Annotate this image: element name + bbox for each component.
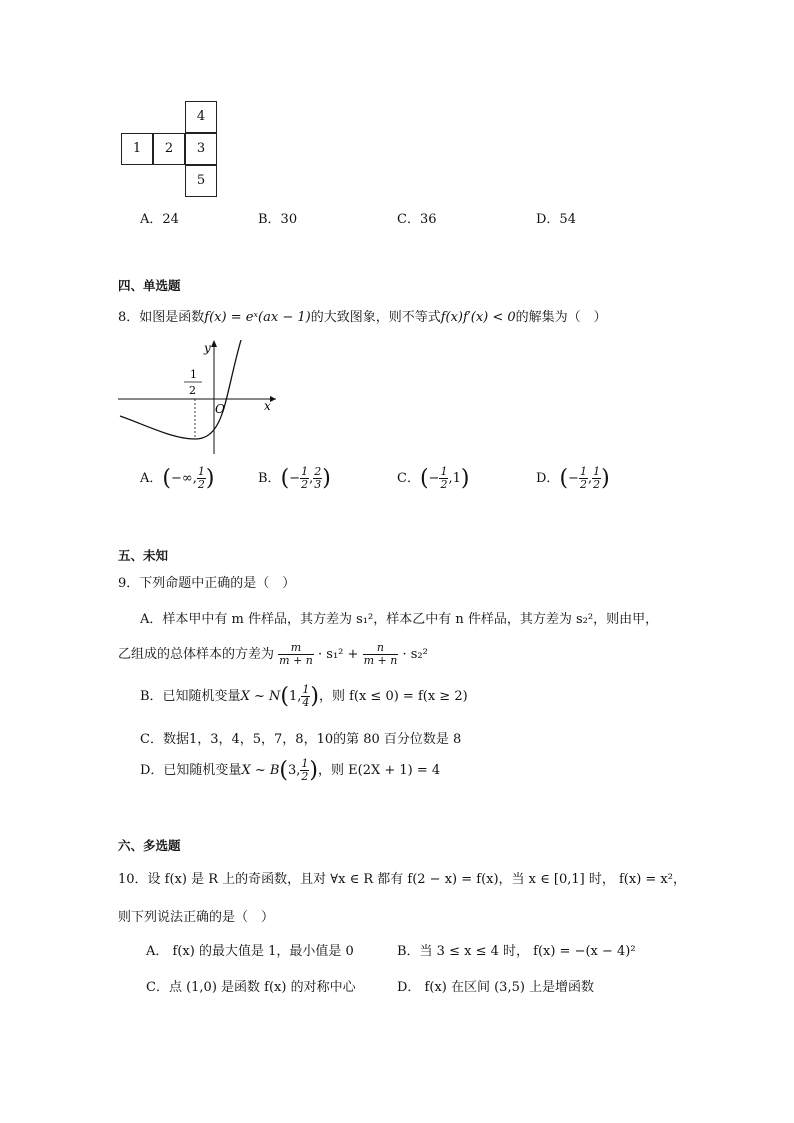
option-a-line1: A．样本甲中有 m 件样品，其方差为 s₁²，样本乙中有 n 件样品，其方差为 s₂²，则由甲，	[140, 612, 659, 627]
option-d: D．已知随机变量X ~ B(3, $\frac{1}{2}$ )，则 E(2X + 1) = 4	[140, 757, 441, 783]
stem-mid: 的大致图象，则不等式	[310, 310, 441, 325]
question-stem: 9．下列命题中正确的是（ ）	[118, 576, 296, 591]
option-a: A． f(x) 的最大值是 1，最小值是 0	[146, 944, 354, 959]
curve	[120, 340, 241, 439]
x-arrow-icon	[270, 396, 276, 402]
stem-func: f(x) = eˣ(ax − 1)	[204, 310, 311, 325]
option-a: A．24	[140, 212, 179, 227]
option-a-line2: 乙组成的总体样本的方差为 $\frac{m}{m + n}$ · s₁² + $\frac{n}{m + n}$ · s₂²	[118, 641, 428, 667]
option-b: B．当 3 ≤ x ≤ 4 时， f(x) = −(x − 4)²	[397, 944, 636, 959]
function-graph	[118, 336, 283, 456]
question-stem-line1: 10．设 f(x) 是 R 上的奇函数，且对 ∀x ∈ R 都有 f(2 − x) = f(x)，当 x ∈ [0,1] 时， f(x) = x²，	[118, 872, 686, 887]
grid-cell: 1	[121, 133, 153, 165]
question-stem-line2: 则下列说法正确的是（ ）	[118, 910, 275, 925]
y-label: y	[204, 341, 211, 355]
option-a: A．(−∞, $\frac{1}{2}$ )	[140, 465, 215, 491]
option-c: C．点 (1,0) 是函数 f(x) 的对称中心	[146, 980, 356, 995]
stem-prefix: 8．如图是函数	[118, 310, 205, 325]
option-d: D． f(x) 在区间 (3,5) 上是增函数	[397, 980, 595, 995]
stem-suffix: 的解集为（ ）	[515, 310, 607, 325]
y-arrow-icon	[211, 340, 217, 347]
origin-label: O	[215, 402, 225, 416]
section-heading: 五、未知	[118, 548, 169, 563]
question-stem	[118, 306, 607, 325]
option-b: B．(− $\frac{1}{2}$ , $\frac{2}{3}$ )	[258, 465, 331, 491]
tick-den: 2	[189, 384, 196, 397]
option-c: C．36	[397, 212, 437, 227]
grid-cell: 2	[153, 133, 185, 165]
tick-num: 1	[190, 368, 197, 381]
grid-cell: 5	[185, 165, 217, 197]
option-b: B．30	[258, 212, 298, 227]
x-label: x	[264, 399, 271, 413]
grid-cell: 3	[185, 133, 217, 165]
option-c: C．数据1，3，4，5，7，8，10的第 80 百分位数是 8	[140, 732, 462, 747]
section-heading: 六、多选题	[118, 838, 181, 853]
option-d: D．(− $\frac{1}{2}$ , $\frac{1}{2}$ )	[536, 465, 610, 491]
option-d: D．54	[536, 212, 576, 227]
section-heading: 四、单选题	[118, 278, 181, 293]
grid-cell: 4	[185, 101, 217, 133]
option-c: C．(− $\frac{1}{2}$ ,1)	[397, 465, 470, 491]
option-b: B．已知随机变量X ~ N(1, $\frac{1}{4}$ )，则 f(x ≤ 0) = f(x ≥ 2)	[140, 683, 468, 709]
stem-ineq: f(x)f′(x) < 0	[440, 310, 516, 325]
